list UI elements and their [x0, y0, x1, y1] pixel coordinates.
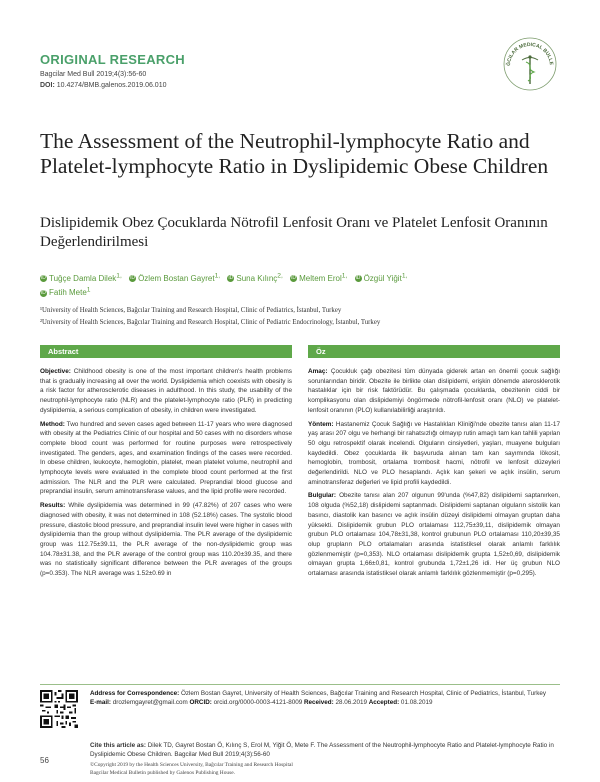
orcid-icon[interactable]: iD [291, 275, 296, 282]
author[interactable]: iD Özlem Bostan Gayret$^{1,}$ [130, 272, 221, 283]
journal-logo [502, 36, 558, 92]
correspondence-meta: E-mail: drozlemgayret@gmail.com ORCID: orcid.org/0000-0003-4121-8009 Received: 28.06.2019 Accepted: 01.08.2019 [90, 699, 433, 707]
doi-line[interactable] [40, 82, 167, 89]
page-number: 56 [40, 756, 49, 765]
copyright-line: ©Copyright 2019 by the Health Sciences University, Bağcılar Training and Research Hospital [90, 762, 293, 768]
abstract-body [40, 367, 292, 579]
abstract-heading: Abstract [40, 345, 292, 358]
journal-citation: Bagcilar Med Bull 2019;4(3):56-60 [40, 71, 147, 78]
author[interactable]: iD Tuğçe Damla Dilek$^{1,}$ [41, 272, 122, 283]
correspondence-address: Address for Correspondence: Özlem Bostan Gayret, University of Health Sciences, Bağcılar Training and Research Hospital, Clinic of Pediatrics, İstanbul, Turkey [90, 690, 547, 697]
article-subtitle: Dislipidemik Obez Çocuklarda Nötrofil Lenfosit Oranı ve Platelet Lenfosit Oranının Değerlendirilmesi [40, 215, 548, 250]
abstract-section [40, 345, 292, 583]
abstract-paragraph: Method: Two hundred and seven cases aged between 11-17 years who were diagnosed with obesity at the Pediatrics Clinic of our hospital and 50 cases with no disorders whose complete blood count was performed for routine purposes were retrospectively investigated. The genders, ages, and examination findings of the cases were recorded. In obese children, leukocyte, hemoglobin, platelet, mean platelet volume, neutrophil and lymphocyte levels were evaluated in the complete blood count performed at the first admission. The NLR and the PLR were calculated. Preprandial blood glucose and preprandial insulin, serum aminotransferase values, and the lipid profile were recorded. [40, 420, 292, 496]
oz-paragraph: Bulgular: Obezite tanısı alan 207 olgunun 99'unda (%47,82) dislipidemi saptanırken, 108 olguda (%52,18) dislipidemi saptanmadı. Dislipidemi saptanan olguların sistolik kan basıncı, diastolik kan basıncı ve açlık insülin düzeyi dislipidemi olmayan gruptan daha yüksekti. Dislipidemik grubun PLO ortalaması 112,75±39,11, dislipidemik olmayan grubun PLO ortalaması 104,78±31,38, kontrol grubunun PLO ortalaması 110,20±39,35 olup grupların PLO ortalamaları arasında istatistiksel olarak anlamlı farklılık gözlenmemiştir (p=0,353). NLO ortalaması dislipidemik grupta 1,52±0,69, dislipidemik olmayan grupta 1,66±0,81, kontrol grubunda 1,72±1,26 idi. Her üç grubun NLO ortalaması arasında istatistiksel olarak anlamlı farklılık gözlenmemiştir (p=0,295). [308, 492, 560, 578]
author[interactable]: iD Meltem Erol$^{1,}$ [291, 272, 348, 283]
divider [40, 684, 560, 685]
svg-text:BAĞCILAR MEDICAL BULLETIN [502, 36, 554, 66]
correspondence [90, 689, 560, 708]
orcid-icon[interactable]: iD [41, 289, 46, 296]
author[interactable]: iD Özgül Yiğit$^{1,}$ [355, 272, 408, 283]
orcid-icon[interactable]: iD [355, 275, 361, 282]
orcid-icon[interactable]: iD [130, 275, 135, 282]
oz-body [308, 367, 560, 579]
orcid-icon[interactable]: iD [228, 275, 234, 282]
affiliation: ¹University of Health Sciences, Bağcılar Training and Research Hospital, Clinic of Pediatrics, İstanbul, Turkey [40, 307, 342, 314]
affiliation: ²University of Health Sciences, Bağcılar Training and Research Hospital, Clinic of Pediatric Endocrinology, İstanbul, Turkey [40, 319, 381, 326]
oz-paragraph: Amaç: Çocukluk çağı obezitesi tüm dünyada giderek artan en önemli çocuk sağlığı sorunlarından biridir. Obezite ile birlikte olan dislipidemi, erişkin dönemde aterosklerotik hastalıklar için bir risk faktörüdür. Bu çalışmada çocuklarda, obezitenin ciddi bir komplikasyonu olan dislipidemiyi öngörmede nötrofil-lenfosit oranı (NLO) ve platelet-lenfosit oranının (PLO) kullanılabilirliği araştırıldı. [308, 368, 560, 414]
abstract-paragraph: Objective: Childhood obesity is one of the most important children's health problems that is gradually increasing all over the world. Dyslipidemia which coexists with obesity is a risk factor for atherosclerotic diseases in adulthood. In this study, the usability of the neutrophil-lymphocyte ratio (NLR) and the platelet-lymphocyte ratio (PLR) in predicting dyslipidemia, a serious complication of obesity, in children were investigated. [40, 368, 292, 414]
qr-code[interactable] [40, 690, 78, 728]
oz-heading: Öz [308, 345, 560, 358]
citation-note: Cite this article as: Dilek TD, Gayret Bostan Ö, Kılınç S, Erol M, Yiğit Ö, Mete F. The Assessment of the Neutrophil-lymphocyte Ratio and Platelet-lymphocyte Ratio in Dyslipidemic Obese Children. Bagcilar Med Bull 2019;4(3):56-60 [90, 742, 554, 759]
email-link[interactable]: drozlemgayret@gmail.com [111, 699, 188, 707]
section-label: ORIGINAL RESEARCH [40, 52, 185, 67]
orcid-link[interactable]: orcid.org/0000-0003-4121-8009 [211, 699, 303, 707]
orcid-icon[interactable]: iD [41, 275, 46, 282]
abstract-paragraph: Results: While dyslipidemia was determined in 99 (47.82%) of 207 cases who were diagnosed with obesity, it was not determined in 108 (52.18%) cases. The systolic blood pressure, diastolic blood pressure, and preprandial insulin level were higher in cases with dyslipidemia than the group without dyslipidemia. The PLR average of the dyslipidemic group was 112.75±39.11, the PLR average of the non-dyslipidemic group was 104.78±31.38, and the PLR average of the control group was 110.20±39.35, and there was no statistically significant difference between the PLR averages of the groups (p=0.353). The NLR average was 1.52±0.69 in [40, 502, 292, 578]
oz-paragraph: Yöntem: Hastanemiz Çocuk Sağlığı ve Hastalıkları Kliniği'nde obezite tanısı alan 11-17 yaş arası 207 olgu ve herhangi bir rahatsızlığı olmayıp rutin amaçlı tam kan tahlili yapılan 50 olgu retrospektif olarak incelendi. Olguların cinsiyetleri, yaşları, muayene bulguları kaydedildi. Obez çocuklarda ilk başvuruda alınan tam kan sayımında lökosit, hemoglobin, trombosit, ortalama trombosit hacmi, nötrofil ve lenfosit düzeyleri değerlendirildi. NLO ve PLO hesaplandı. Açlık kan şekeri ve açlık insülin, serum aminotransferaz değerleri ve lipid profili kaydedildi. [308, 420, 560, 486]
article-title: The Assessment of the Neutrophil-lymphocyte Ratio and Platelet-lymphocyte Ratio in Dyslipidemic Obese Children [40, 129, 549, 178]
author[interactable]: iD Fatih Mete$^1$ [41, 286, 91, 298]
doi-label: DOI: [40, 82, 55, 89]
oz-section [308, 345, 560, 583]
author-list [40, 270, 560, 299]
doi-value[interactable]: 10.4274/BMB.galenos.2019.06.010 [56, 82, 167, 89]
author[interactable]: iD Suna Kılınç$^{2,}$ [228, 272, 283, 283]
logo-text: ĞCILAR MEDICAL BULLE [505, 41, 555, 67]
copyright-line: Bagcilar Medical Bulletin published by Galenos Publishing House. [90, 770, 235, 776]
